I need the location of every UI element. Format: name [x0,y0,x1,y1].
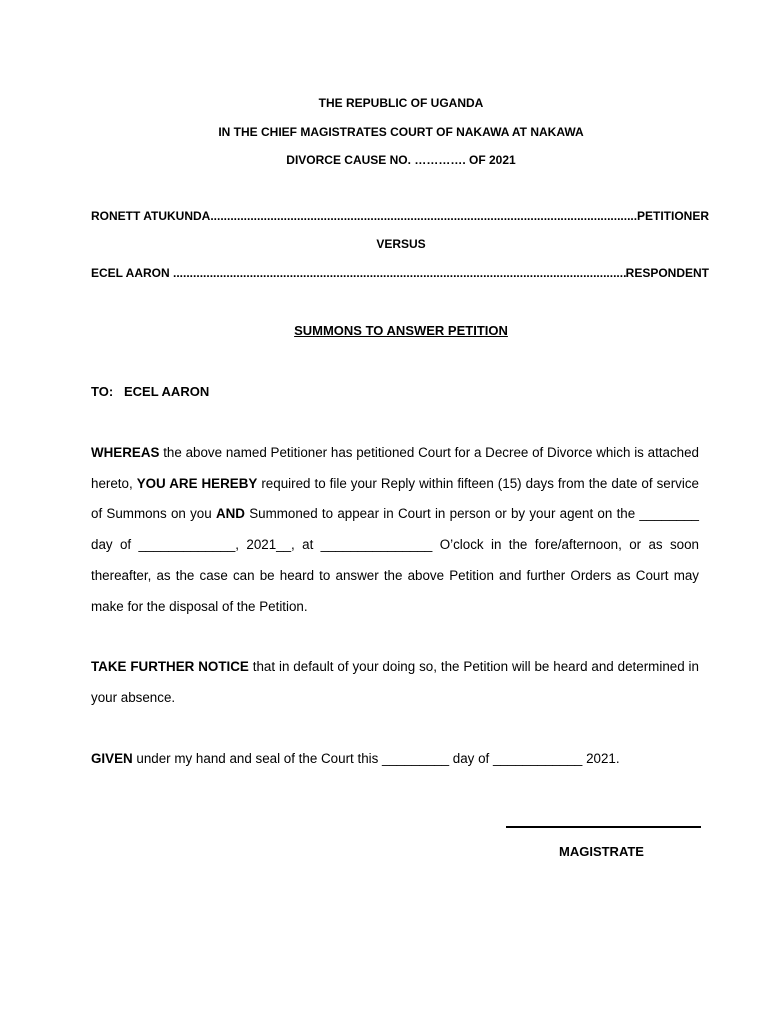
respondent-name: ECEL AARON [91,266,174,280]
given-paragraph [91,744,699,775]
given-text: under my hand and seal of the Court this _________ day of ____________ 2021. [132,751,620,766]
court-heading: IN THE CHIEF MAGISTRATES COURT OF NAKAWA AT NAKAWA [218,125,584,139]
and-emphasis: AND [215,506,245,522]
petitioner-leader-dots [210,209,637,223]
petitioner-name: RONETT ATUKUNDA [91,209,211,223]
respondent-role: RESPONDENT [625,266,709,280]
petitioner-role: PETITIONER [636,209,709,223]
document-title: SUMMONS TO ANSWER PETITION [294,323,508,338]
further-notice-paragraph [91,652,699,713]
whereas-paragraph [91,438,699,622]
given-lead: GIVEN [91,751,133,766]
whereas-text-2: required to file your Reply within fifteen (15) days from the date of service of Summons on you [91,475,699,522]
addressee-line: TO: ECEL AARON [91,384,210,399]
republic-heading: THE REPUBLIC OF UGANDA [318,96,484,110]
respondent-leader-dots [173,266,626,280]
versus-label: VERSUS [376,237,426,251]
signature-line [506,826,701,828]
petitioner-line [91,209,709,223]
whereas-text-3: Summoned to appear in Court in person or by your agent on the ________ day of _____________, 2021__, at _______________ O’clock in the fore/afternoon, or as soon thereafter, as the case can be heard to answer the above Petition and further Orders as Court may make for the disposal of the Petition. [91,506,700,614]
whereas-text-1: the above named Petitioner has petitioned Court for a Decree of Divorce which is attached hereto, [91,445,699,491]
further-notice-text: that in default of your doing so, the Petition will be heard and determined in your absence. [91,659,699,705]
cause-number-heading: DIVORCE CAUSE NO. …………. OF 2021 [286,153,516,167]
magistrate-label: MAGISTRATE [559,844,644,859]
further-notice-lead: TAKE FURTHER NOTICE [91,659,249,674]
respondent-line [91,266,709,280]
you-are-hereby-emphasis: YOU ARE HEREBY [136,475,258,491]
whereas-lead: WHEREAS [91,445,160,460]
